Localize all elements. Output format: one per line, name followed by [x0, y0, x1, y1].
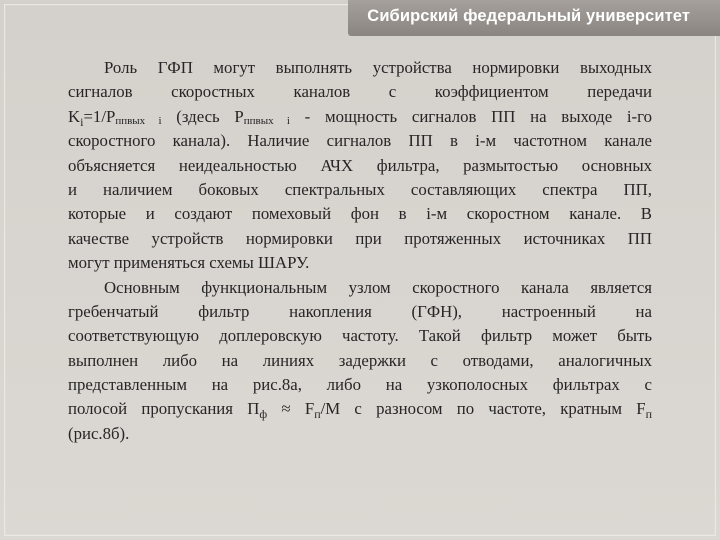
formula-approx-f: ≈ F	[267, 399, 315, 419]
paragraph-1-line-4: скоростного канала). Наличие сигналов ПП в i-м частотном канале	[68, 131, 652, 151]
formula-inverse-p: =1/P	[83, 106, 116, 126]
paragraph-2-line-2: гребенчатый фильтр накопления (ГФН), настроенный на	[68, 301, 652, 321]
paragraph-2-line-7: (рис.8б).	[68, 423, 130, 443]
paragraph-1-line-8: качестве устройств нормировки при протяженных источниках ПП	[68, 228, 652, 248]
subscript-i: i	[80, 114, 84, 129]
paragraph-2-line-4: выполнен либо на линиях задержки с отводами, аналогичных	[68, 350, 652, 370]
paragraph-1-line-7: которые и создают помеховый фон в i-м скоростном канале. В	[68, 204, 652, 224]
paragraph-1-line-2: сигналов скоростных каналов с коэффициентом передачи	[68, 82, 652, 102]
formula-passband: полосой пропускания Π	[68, 399, 260, 419]
subscript-p-1: п	[314, 407, 321, 422]
paragraph-2-line-3: соответствующую доплеровскую частоту. Такой фильтр может быть	[68, 326, 652, 346]
slide-body	[68, 56, 652, 446]
paragraph-1-line-3	[68, 105, 652, 129]
university-title: Сибирский федеральный университет	[367, 7, 690, 25]
header-bar	[348, 0, 720, 36]
paragraph-2-line-1: Основным функциональным узлом скоростного канала является	[104, 277, 652, 297]
formula-here-p: (здесь P	[161, 106, 244, 126]
paragraph-1-line-6: и наличием боковых спектральных составляющих спектра ПП,	[68, 179, 652, 199]
paragraph-1-line-5: объясняется неидеальностью АЧХ фильтра, размытостью основных	[68, 155, 652, 175]
paragraph-1-line-9: могут применяться схемы ШАРУ.	[68, 253, 310, 273]
subscript-f: ф	[259, 407, 268, 422]
subscript-p-2: п	[645, 407, 652, 422]
formula-spacing: /M с разносом по частоте, кратным F	[320, 399, 646, 419]
subscript-ppvyh-1: ппвых i	[115, 114, 162, 127]
formula-power-desc: - мощность сигналов ПП на выходе i-го	[289, 106, 652, 126]
paragraph-1-line-1: Роль ГФП могут выполнять устройства нормировки выходных	[104, 58, 652, 77]
paragraph-2-line-6	[68, 397, 652, 421]
formula-k: K	[68, 106, 81, 126]
paragraph-2-line-5: представленным на рис.8а, либо на узкополосных фильтрах с	[68, 375, 652, 395]
subscript-ppvyh-2: ппвых i	[243, 114, 290, 127]
